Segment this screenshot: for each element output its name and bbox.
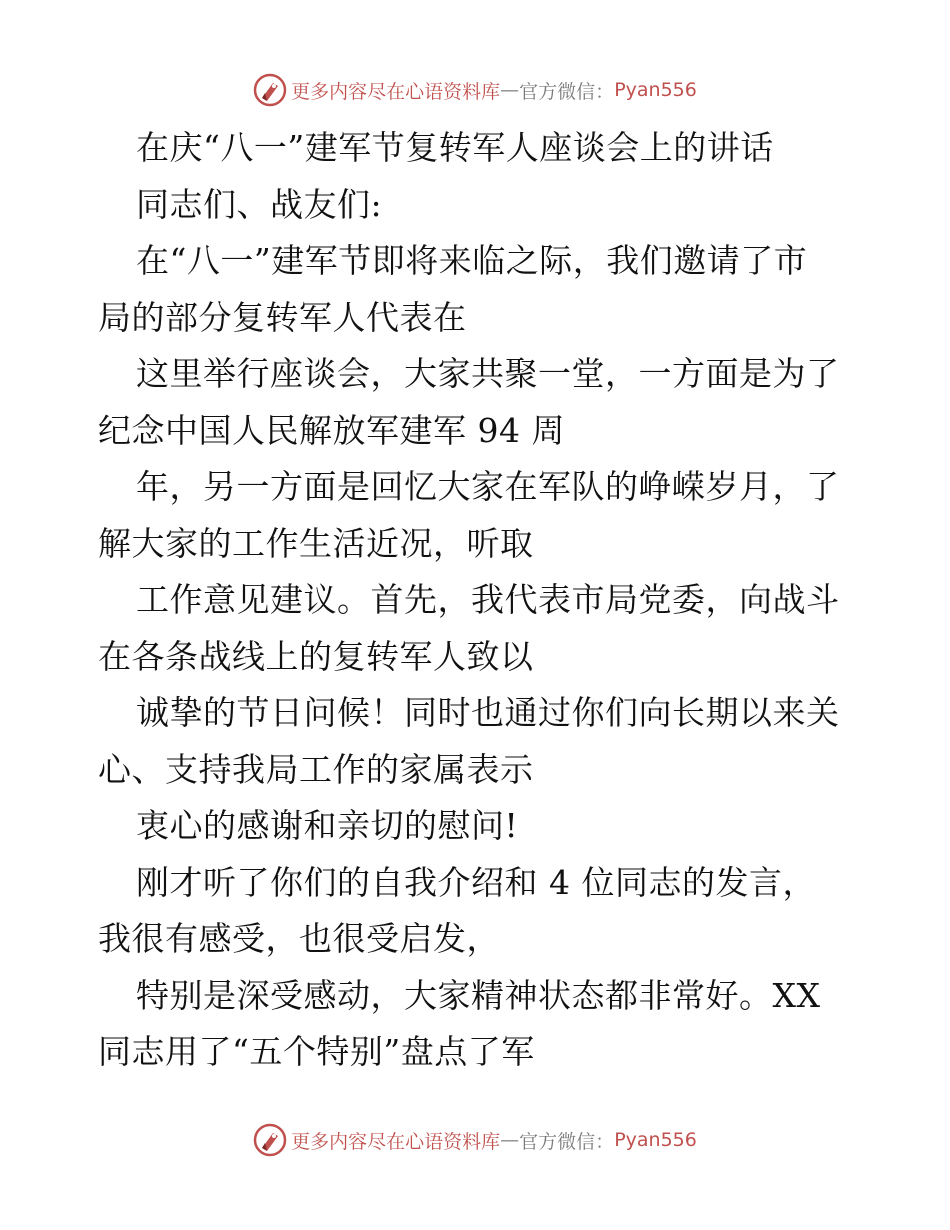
text-line: 在各条战线上的复转军人致以 [98, 636, 534, 676]
text-line: 刚才听了你们的自我介绍和 4 位同志的发言， [136, 862, 816, 902]
banner-separator: — [500, 79, 520, 101]
document-body [98, 120, 858, 1081]
text-line: 衷心的感谢和亲切的慰问! [136, 806, 519, 845]
text-line: 解大家的工作生活近况，听取 [98, 523, 534, 563]
pen-nib-logo-icon [253, 73, 287, 107]
speech-title: 在庆“八一”建军节复转军人座谈会上的讲话 [136, 128, 774, 167]
text-line: 工作意见建议。首先，我代表市局党委，向战斗 [136, 580, 840, 619]
text-line: 局的部分复转军人代表在 [98, 297, 467, 337]
text-line: 诚挚的节日问候！同时也通过你们向长期以来关 [136, 693, 840, 732]
text-line: 特别是深受感动，大家精神状态都非常好。XX [136, 975, 821, 1015]
promo-text: 更多内容尽在心语资料库 [291, 80, 501, 103]
banner-separator: — [500, 1129, 520, 1151]
wechat-id: Pyan556 [614, 79, 697, 101]
wechat-label: 官方微信： [519, 1130, 615, 1153]
header-watermark-banner [0, 68, 950, 112]
wechat-label: 官方微信： [519, 80, 615, 103]
salutation: 同志们、战友们: [136, 184, 383, 224]
text-line: 这里举行座谈会，大家共聚一堂，一方面是为了 [136, 354, 840, 393]
text-line: 年，另一方面是回忆大家在军队的峥嵘岁月，了 [136, 467, 840, 506]
text-line: 我很有感受，也很受启发， [98, 919, 500, 958]
wechat-id: Pyan556 [614, 1129, 697, 1151]
text-line: 纪念中国人民解放军建军 94 周 [98, 410, 565, 450]
text-line: 在“八一”建军节即将来临之际，我们邀请了市 [136, 241, 808, 280]
pen-nib-logo-icon [253, 1123, 287, 1157]
promo-text: 更多内容尽在心语资料库 [291, 1130, 501, 1153]
footer-watermark-banner [0, 1118, 950, 1162]
text-line: 心、支持我局工作的家属表示 [98, 749, 534, 789]
text-line: 同志用了“五个特别”盘点了军 [98, 1032, 535, 1071]
